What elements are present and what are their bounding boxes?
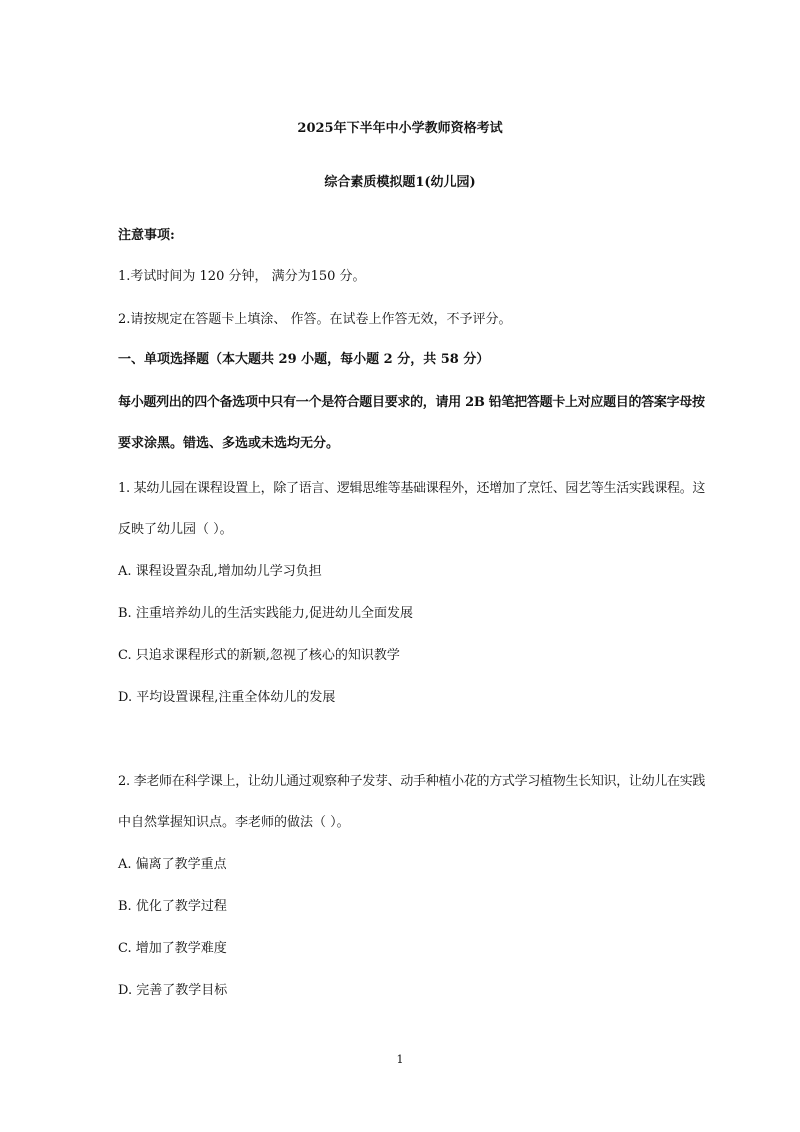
exam-title: 2025年下半年中小学教师资格考试: [297, 121, 503, 136]
notes-item-2: 2.请按规定在答题卡上填涂、 作答。在试卷上作答无效，不予评分。: [118, 312, 512, 327]
question-2-stem-line-2: 中自然掌握知识点。李老师的做法（ ）。: [118, 815, 350, 830]
question-1-option-b: B. 注重培养幼儿的生活实践能力,促进幼儿全面发展: [118, 606, 413, 621]
exam-subtitle: 综合素质模拟题1(幼儿园): [324, 175, 476, 190]
section-heading: 一、单项选择题（本大题共 29 小题，每小题 2 分，共 58 分）: [118, 352, 490, 367]
section-instruction-line-2: 要求涂黑。错选、多选或未选均无分。: [118, 436, 340, 451]
section-instruction-line-1: 每小题列出的四个备选项中只有一个是符合题目要求的，请用 2B 铅笔把答题卡上对应题目的答案字母按: [118, 395, 705, 410]
question-1-option-c: C. 只追求课程形式的新颖,忽视了核心的知识教学: [118, 648, 400, 663]
question-1-stem-line-1: 1. 某幼儿园在课程设置上，除了语言、逻辑思维等基础课程外，还增加了烹饪、园艺等生活实践课程。这: [118, 481, 706, 496]
page-number: 1: [396, 1053, 404, 1066]
question-2-option-c: C. 增加了教学难度: [118, 941, 227, 956]
question-2-stem-line-1: 2. 李老师在科学课上，让幼儿通过观察种子发芽、动手种植小花的方式学习植物生长知识，让幼儿在实践: [118, 774, 706, 789]
question-1-option-d: D. 平均设置课程,注重全体幼儿的发展: [118, 690, 336, 705]
question-1-stem-line-2: 反映了幼儿园（ ）。: [118, 522, 233, 537]
question-2-option-d: D. 完善了教学目标: [118, 983, 228, 998]
notes-item-1: 1.考试时间为 120 分钟， 满分为150 分。: [118, 269, 366, 284]
notes-heading: 注意事项:: [118, 228, 175, 243]
question-1-option-a: A. 课程设置杂乱,增加幼儿学习负担: [118, 564, 322, 579]
question-2-option-b: B. 优化了教学过程: [118, 899, 227, 914]
question-2-option-a: A. 偏离了教学重点: [118, 857, 227, 872]
